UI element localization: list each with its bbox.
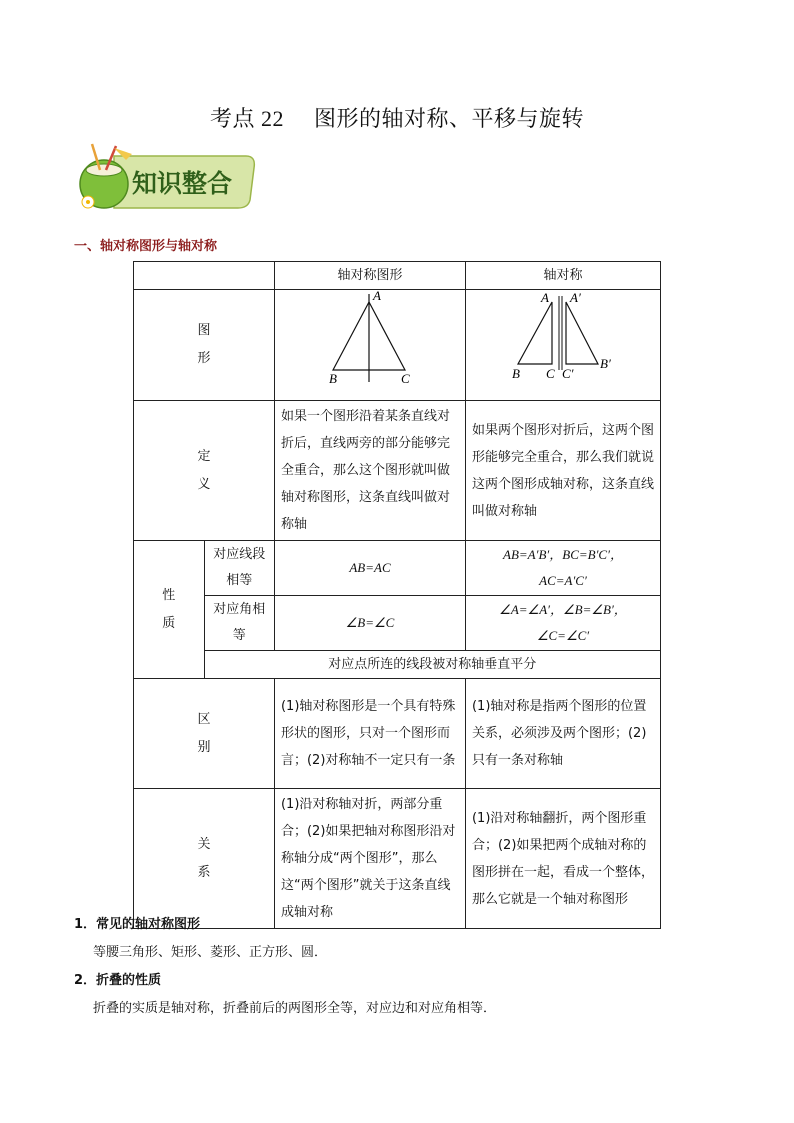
segment-axis-symmetry: AB=A′B′，BC=B′C′， AC=A′C′ <box>465 541 660 596</box>
relation-axis-symmetry: (1)沿对称轴翻折，两个图形重合；(2)如果把两个成轴对称的图形拼在一起，看成一个整体，那么它就是一个轴对称图形 <box>465 789 660 929</box>
header-axis-figure: 轴对称图形 <box>274 262 465 290</box>
difference-row-label: 区 别 <box>134 679 275 789</box>
relation-row-label: 关 系 <box>134 789 275 929</box>
svg-text:A: A <box>372 290 381 303</box>
header-axis-symmetry: 轴对称 <box>465 262 660 290</box>
definition-row-label: 定 义 <box>134 401 275 541</box>
property-row-label: 性 质 <box>134 541 205 679</box>
svg-text:B: B <box>511 366 520 381</box>
item-2-text: 折叠的实质是轴对称，折叠前后的两图形全等，对应边和对应角相等． <box>93 1001 497 1016</box>
definition-row <box>134 401 661 541</box>
angle-label: 对应角相等 <box>204 596 274 651</box>
isosceles-triangle-figure <box>275 290 465 390</box>
page-title <box>0 102 794 133</box>
comparison-table <box>133 261 661 929</box>
knowledge-banner <box>74 142 256 214</box>
item-2-heading: 2．折叠的性质 <box>74 973 162 988</box>
svg-text:C: C <box>400 371 410 386</box>
relation-row <box>134 789 661 929</box>
definition-axis-symmetry: 如果两个图形对折后，这两个图形能够完全重合，那么我们就说这两个图形成轴对称，这条直线叫做对称轴 <box>465 401 660 541</box>
definition-axis-figure: 如果一个图形沿着某条直线对折后，直线两旁的部分能够完全重合，那么这个图形就叫做轴对称图形，这条直线叫做对称轴 <box>274 401 465 541</box>
property-angle-row <box>134 596 661 651</box>
svg-text:C: C <box>545 366 555 381</box>
item-1-text: 等腰三角形、矩形、菱形、正方形、圆． <box>93 945 328 960</box>
svg-text:C′: C′ <box>561 366 574 381</box>
svg-text:A: A <box>540 290 549 305</box>
banner-text: 知识整合 <box>132 169 233 198</box>
title-main: 图形的轴对称、平移与旋转 <box>314 107 585 132</box>
property-segment-row <box>134 541 661 596</box>
angle-axis-figure: ∠B=∠C <box>274 596 465 651</box>
property-common-row <box>134 651 661 679</box>
relation-axis-figure: (1)沿对称轴对折，两部分重合；(2)如果把轴对称图形沿对称轴分成“两个图形”，那么这“两个图形”就关于这条直线成轴对称 <box>274 789 465 929</box>
item-1-heading: 1．常见的轴对称图形 <box>74 917 201 932</box>
figure-row-label: 图 形 <box>134 290 275 401</box>
segment-axis-figure: AB=AC <box>274 541 465 596</box>
figure-row <box>134 290 661 401</box>
isosceles-figure-cell <box>274 290 465 401</box>
title-prefix: 考点 <box>209 107 255 132</box>
segment-label: 对应线段相等 <box>204 541 274 596</box>
axis-symmetry-figure-cell <box>465 290 660 401</box>
property-common: 对应点所连的线段被对称轴垂直平分 <box>204 651 660 679</box>
difference-axis-figure: (1)轴对称图形是一个具有特殊形状的图形，只对一个图形而言；(2)对称轴不一定只有一条 <box>274 679 465 789</box>
difference-row <box>134 679 661 789</box>
difference-axis-symmetry: (1)轴对称是指两个图形的位置关系，必须涉及两个图形；(2)只有一条对称轴 <box>465 679 660 789</box>
section-heading: 一、轴对称图形与轴对称 <box>74 239 218 254</box>
svg-text:A′: A′ <box>569 290 581 305</box>
title-number: 22 <box>261 106 284 131</box>
svg-text:B′: B′ <box>599 356 611 371</box>
table-header-row <box>134 262 661 290</box>
two-triangles-figure <box>466 290 660 390</box>
angle-axis-symmetry: ∠A=∠A′，∠B=∠B′， ∠C=∠C′ <box>465 596 660 651</box>
svg-text:B: B <box>328 371 337 386</box>
